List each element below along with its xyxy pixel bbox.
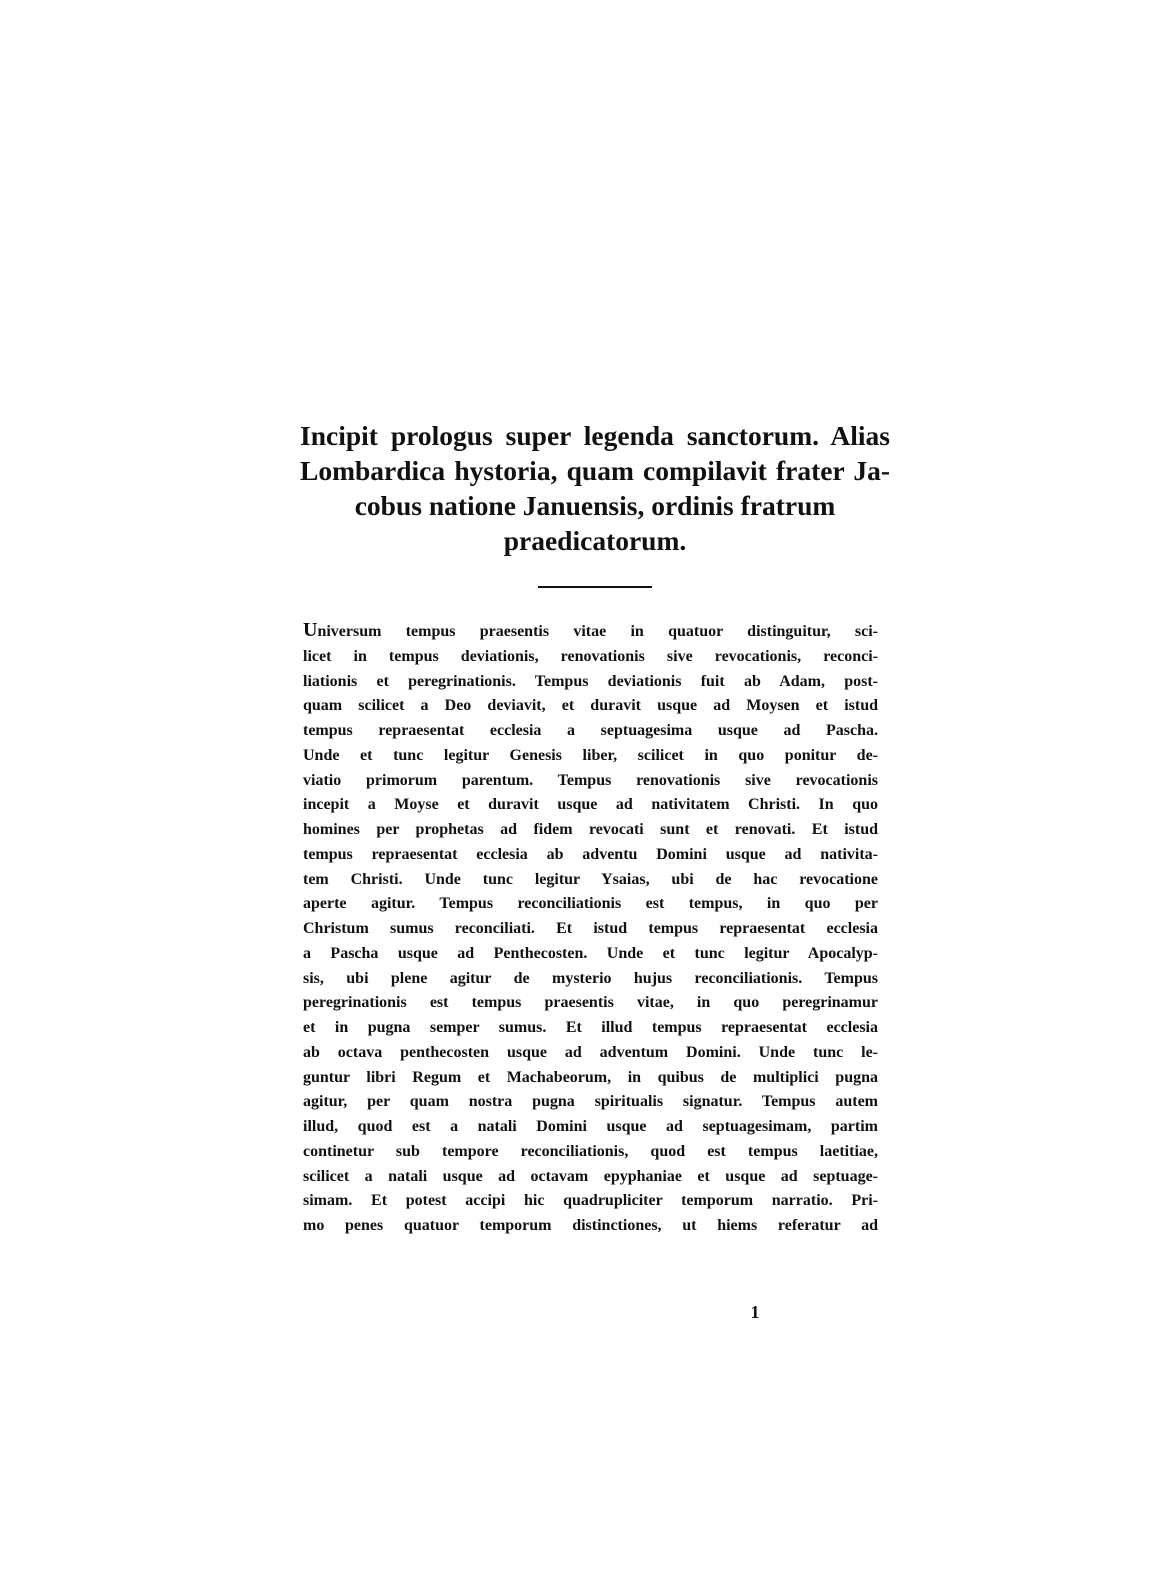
text-line: tempus repraesentat ecclesia a septuagesima usque ad Pascha. bbox=[303, 722, 878, 739]
text-line: liationis et peregrinationis. Tempus deviationis fuit ab Adam, post- bbox=[303, 672, 878, 690]
title-line: praedicatorum. bbox=[503, 525, 687, 556]
text-line: aperte agitur. Tempus reconciliationis est tempus, in quo per bbox=[303, 895, 878, 913]
section-divider bbox=[538, 586, 652, 588]
title-line: Lombardica hystoria, quam compilavit frater Ja- bbox=[300, 455, 890, 486]
prologue-text bbox=[303, 618, 878, 1239]
first-line-text: niversum tempus praesentis vitae in quatuor distinguitur, sci- bbox=[317, 623, 878, 640]
text-line: homines per prophetas ad fidem revocati sunt et renovati. Et istud bbox=[303, 821, 878, 838]
text-line: ab octava penthecosten usque ad adventum Domini. Unde tunc le- bbox=[303, 1043, 878, 1061]
text-line: simam. Et potest accipi hic quadrupliciter temporum narratio. Pri- bbox=[303, 1192, 878, 1210]
text-line: Unde et tunc legitur Genesis liber, scilicet in quo ponitur de- bbox=[303, 746, 878, 764]
page-number: 1 bbox=[750, 1302, 760, 1322]
initial-letter: U bbox=[303, 619, 318, 641]
text-line: tem Christi. Unde tunc legitur Ysaias, ubi de hac revocatione bbox=[303, 870, 878, 888]
text-line: scilicet a natali usque ad octavam epyphaniae et usque ad septuage- bbox=[303, 1167, 878, 1185]
text-line bbox=[303, 618, 878, 645]
text-line: tempus repraesentat ecclesia ab adventu Domini usque ad nativita- bbox=[303, 845, 878, 863]
title-line: cobus natione Januensis, ordinis fratrum bbox=[354, 490, 836, 521]
text-line: incepit a Moyse et duravit usque ad nativitatem Christi. In quo bbox=[303, 796, 878, 814]
text-line: sis, ubi plene agitur de mysterio hujus reconciliationis. Tempus bbox=[303, 969, 878, 987]
title-line: Incipit prologus super legenda sanctorum. Alias bbox=[300, 420, 890, 451]
text-line: a Pascha usque ad Penthecosten. Unde et tunc legitur Apocalyp- bbox=[303, 944, 878, 962]
text-line: agitur, per quam nostra pugna spiritualis signatur. Tempus autem bbox=[303, 1093, 878, 1111]
text-line: illud, quod est a natali Domini usque ad septuagesimam, partim bbox=[303, 1118, 878, 1135]
chapter-title bbox=[300, 418, 890, 558]
text-line: viatio primorum parentum. Tempus renovationis sive revocationis bbox=[303, 771, 878, 789]
text-line: continetur sub tempore reconciliationis, quod est tempus laetitiae, bbox=[303, 1142, 878, 1160]
text-line: peregrinationis est tempus praesentis vitae, in quo peregrinamur bbox=[303, 994, 878, 1012]
text-line: guntur libri Regum et Machabeorum, in quibus de multiplici pugna bbox=[303, 1068, 878, 1086]
text-line: Christum sumus reconciliati. Et istud tempus repraesentat ecclesia bbox=[303, 920, 878, 937]
text-line: quam scilicet a Deo deviavit, et duravit usque ad Moysen et istud bbox=[303, 697, 878, 715]
text-line: mo penes quatuor temporum distinctiones, ut hiems referatur ad bbox=[303, 1217, 878, 1234]
text-line: licet in tempus deviationis, renovationis sive revocationis, reconci- bbox=[303, 647, 878, 665]
text-line: et in pugna semper sumus. Et illud tempus repraesentat ecclesia bbox=[303, 1019, 878, 1036]
